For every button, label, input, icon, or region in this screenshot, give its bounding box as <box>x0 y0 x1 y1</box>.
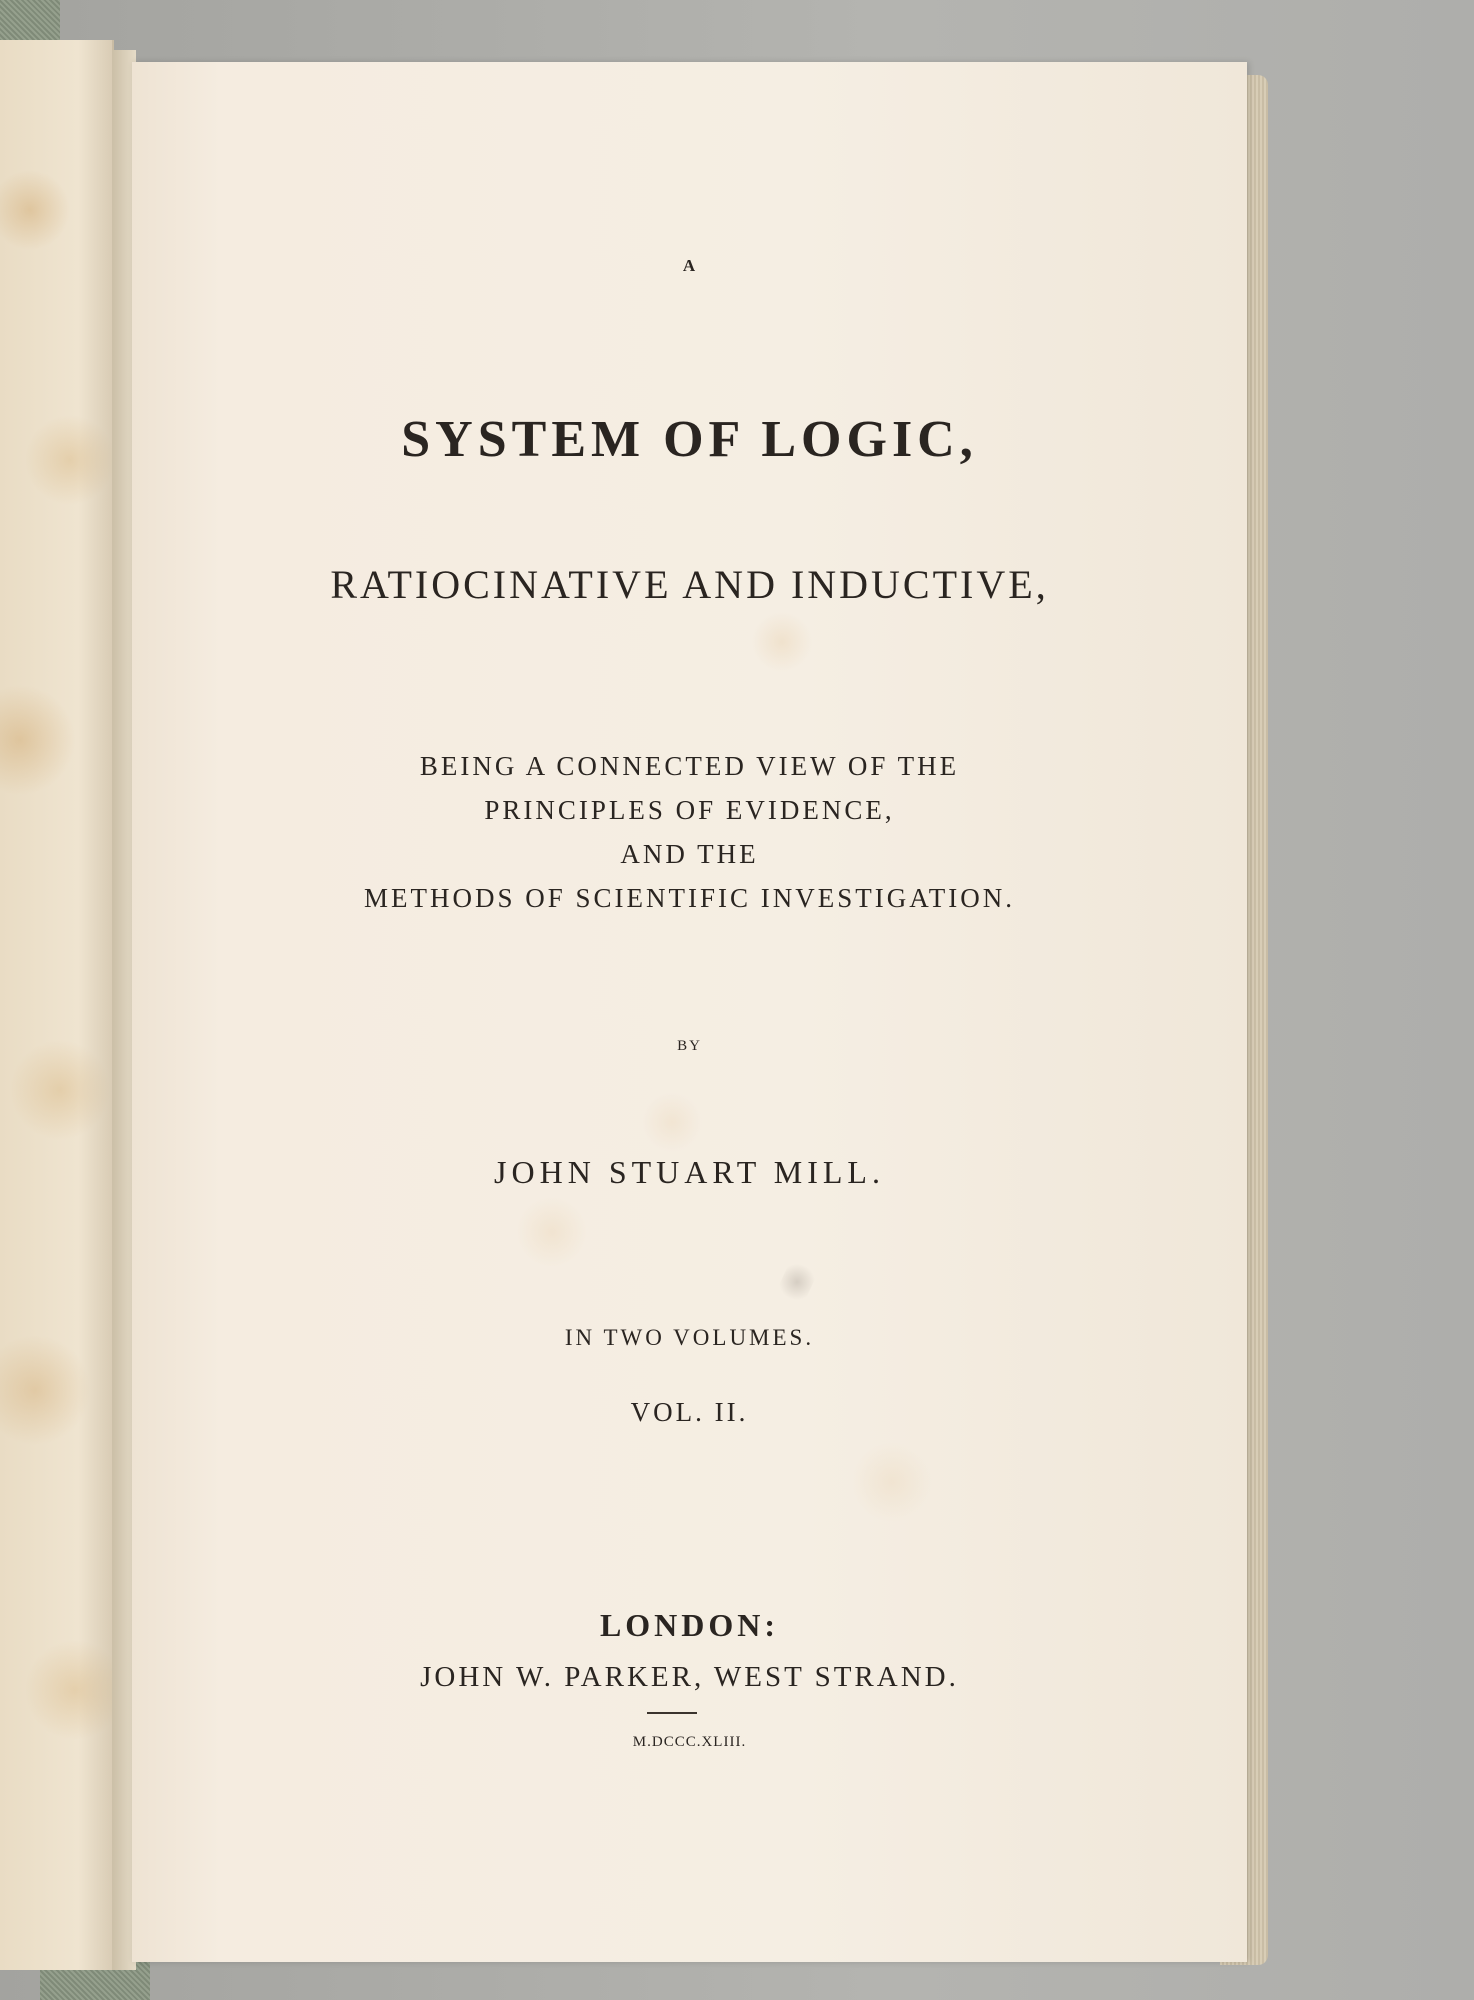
title-article: A <box>682 256 697 275</box>
publication-year: M.DCCC.XLIII. <box>632 1734 747 1750</box>
description-line-2: PRINCIPLES OF EVIDENCE, <box>484 795 895 825</box>
volume-number: VOL. II. <box>630 1397 749 1427</box>
description-line-3: AND THE <box>620 839 759 869</box>
book-title: SYSTEM OF LOGIC, <box>401 411 978 468</box>
title-page-text <box>132 62 1247 1962</box>
volume-count: IN TWO VOLUMES. <box>564 1325 815 1350</box>
description-line-4: METHODS OF SCIENTIFIC INVESTIGATION. <box>364 883 1015 913</box>
author-name: JOHN STUART MILL. <box>494 1154 885 1190</box>
left-page <box>0 40 114 1970</box>
publication-city: LONDON: <box>599 1607 780 1643</box>
description-line-1: BEING A CONNECTED VIEW OF THE <box>419 751 960 781</box>
imprint-rule <box>647 1712 697 1714</box>
book-subtitle: RATIOCINATIVE AND INDUCTIVE, <box>330 562 1049 607</box>
by-line: BY <box>677 1038 702 1054</box>
title-page <box>132 62 1247 1962</box>
ink-smudge <box>775 1258 819 1307</box>
publisher-name: JOHN W. PARKER, WEST STRAND. <box>420 1661 959 1693</box>
